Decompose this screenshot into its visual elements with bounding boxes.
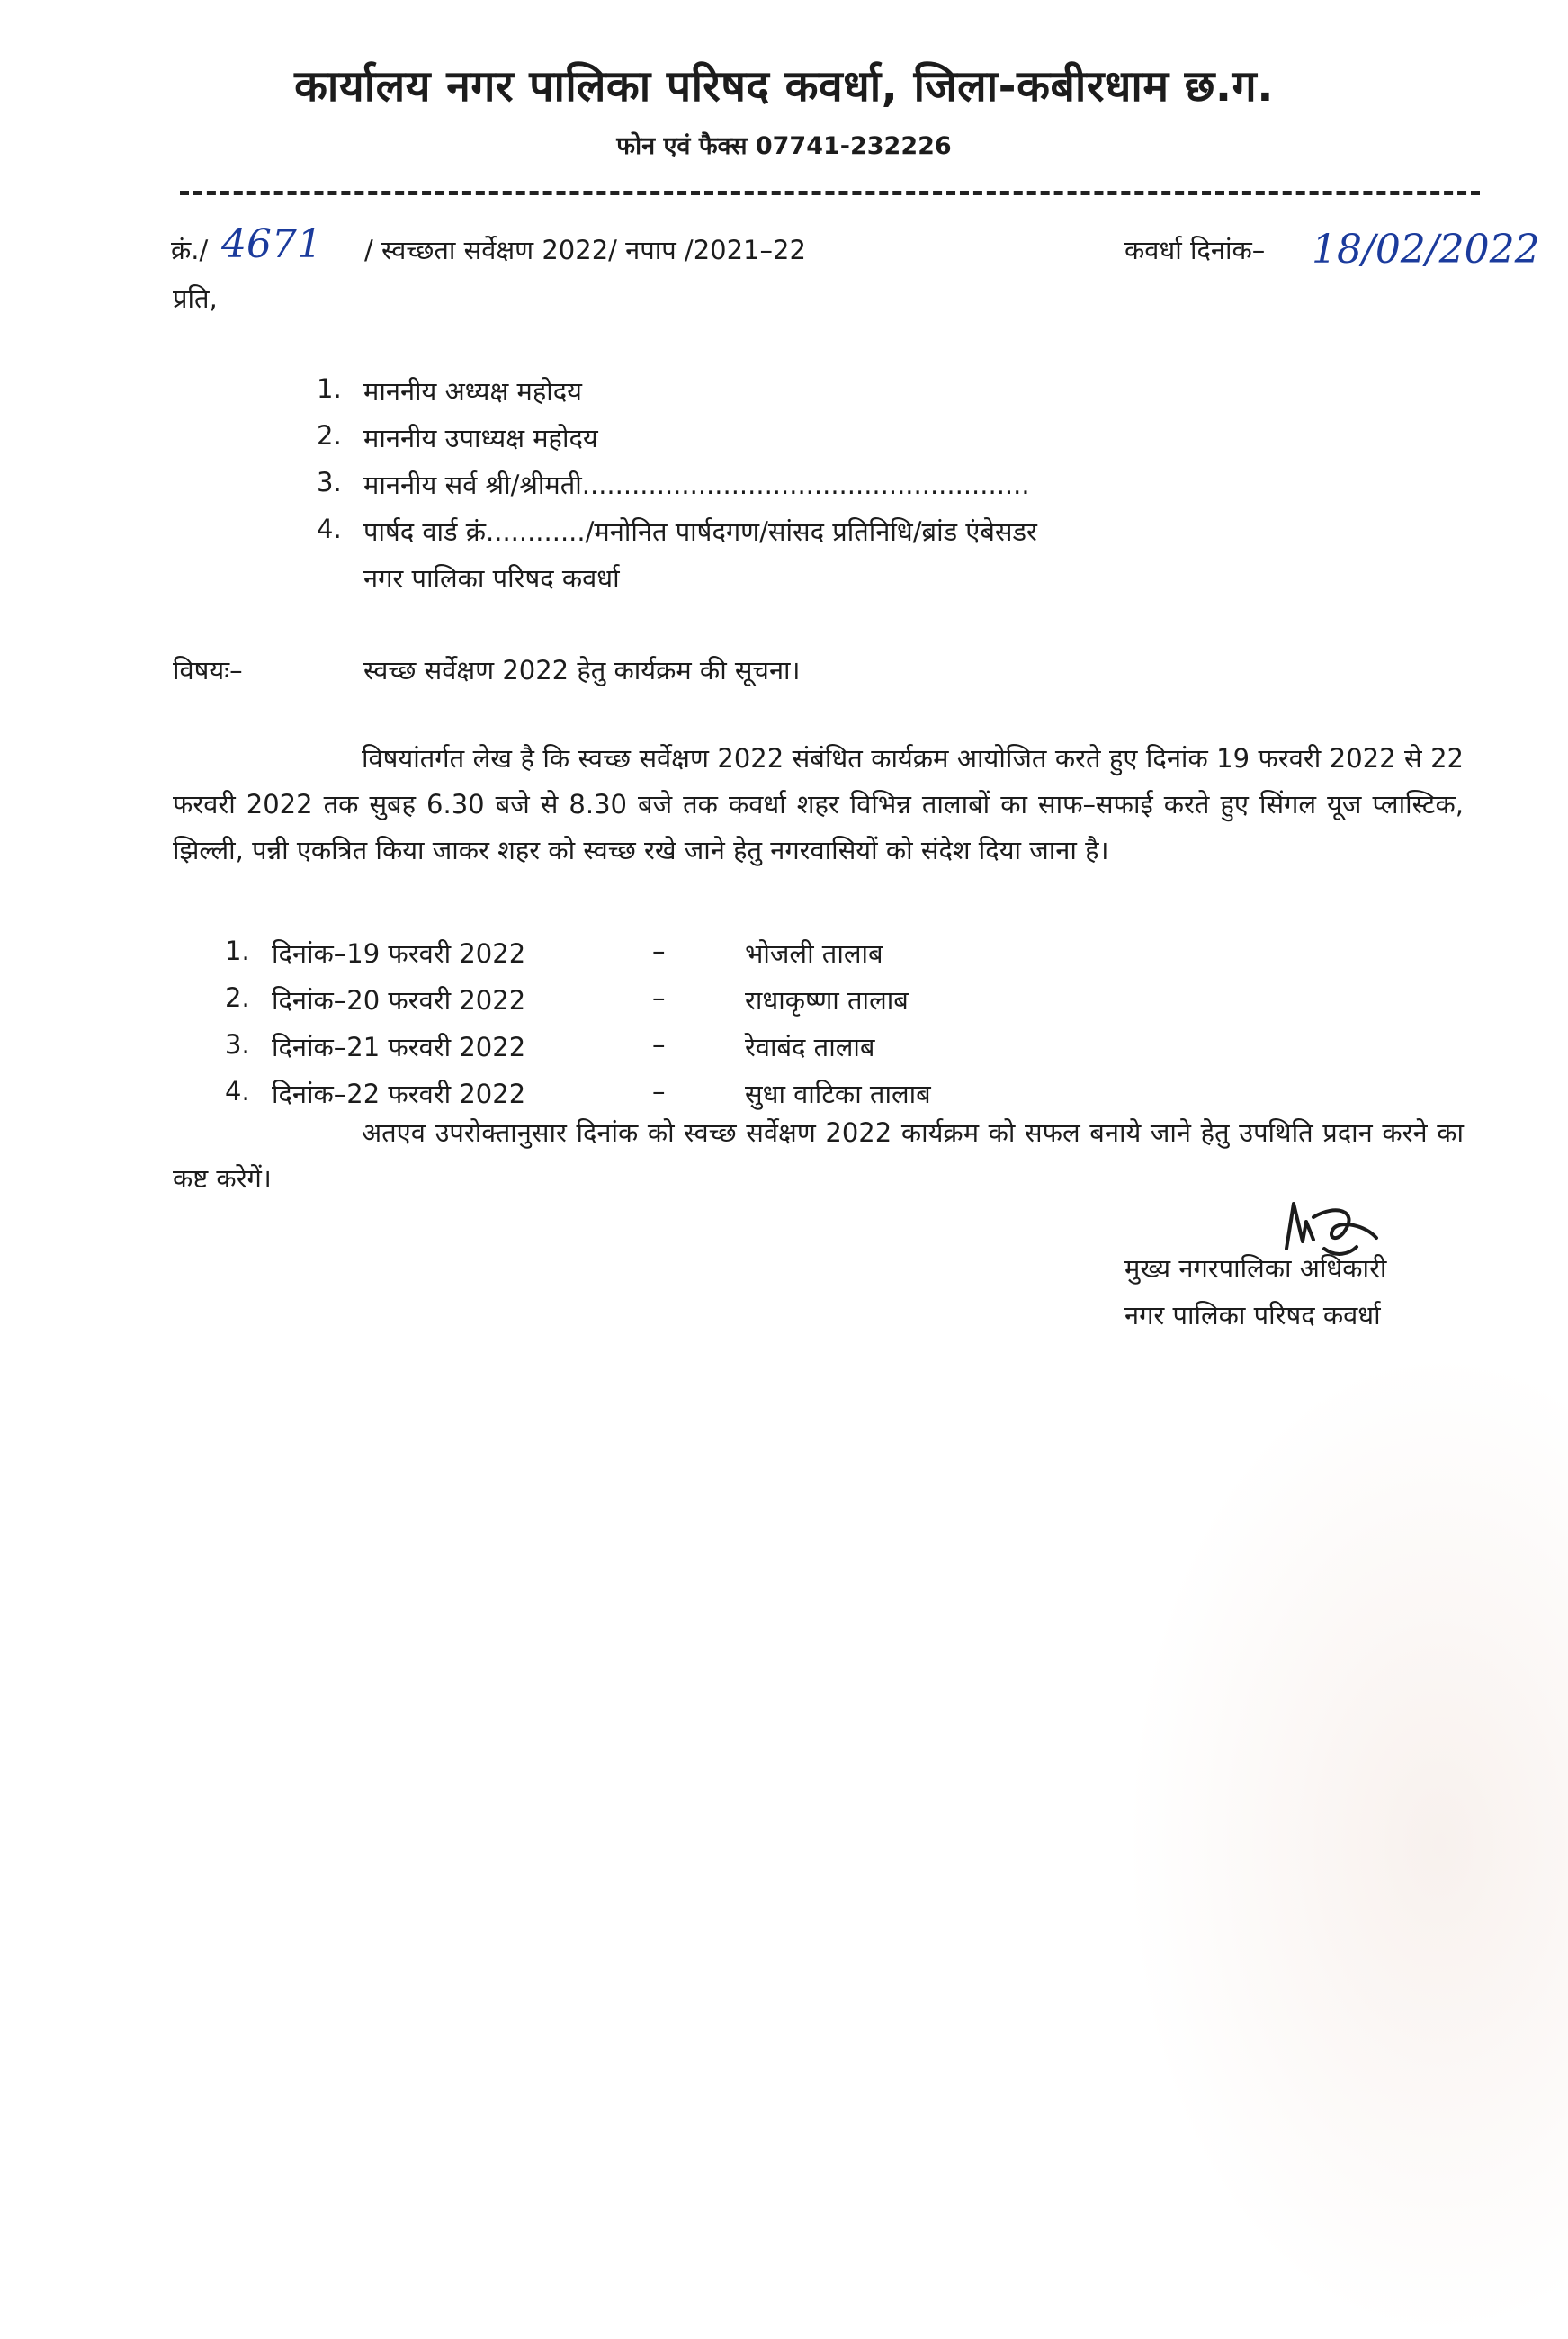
schedule-dash: – (652, 1029, 666, 1060)
recipient-number: 4. (317, 514, 342, 544)
signatory-designation: मुख्य नगरपालिका अधिकारी (1124, 1253, 1387, 1284)
letterhead-contact: फोन एवं फैक्स 07741-232226 (616, 132, 952, 160)
subject-label: विषयः– (173, 655, 243, 686)
schedule-dash: – (652, 1076, 666, 1107)
reference-suffix: / स्वच्छता सर्वेक्षण 2022/ नपाप /2021–22 (364, 235, 806, 265)
schedule-date: दिनांक–21 फरवरी 2022 (272, 1032, 526, 1062)
schedule-place: राधाकृष्णा तालाब (745, 985, 909, 1016)
letterhead-title: कार्यालय नगर पालिका परिषद कवर्धा, जिला-कबीरधाम छ.ग. (294, 61, 1274, 112)
schedule-place: भोजली तालाब (745, 938, 883, 969)
schedule-number: 2. (225, 982, 250, 1013)
recipient-text: माननीय अध्यक्ष महोदय (363, 376, 582, 407)
date-handwritten: 18/02/2022 (1312, 227, 1540, 273)
signatory-office: नगर पालिका परिषद कवर्धा (1124, 1300, 1381, 1331)
reference-number-handwritten: 4671 (221, 221, 322, 267)
schedule-dash: – (652, 936, 666, 966)
schedule-dash: – (652, 982, 666, 1013)
reference-prefix: क्रं./ (171, 235, 209, 265)
date-label: कवर्धा दिनांक– (1124, 235, 1266, 265)
recipient-number: 2. (317, 420, 342, 451)
schedule-place: रेवाबंद तालाब (745, 1032, 875, 1062)
to-label: प्रति, (173, 283, 218, 314)
body-paragraph-text: विषयांतर्गत लेख है कि स्वच्छ सर्वेक्षण 2022 संबंधित कार्यक्रम आयोजित करते हुए दिनांक 19 फरवरी 2022 से 22 फरवरी 2022 तक सुबह 6.30 बजे से 8.30 बजे तक कवर्धा शहर विभिन्न तालाबों का साफ–सफाई करते हुए सिंगल यूज प्लास्टिक, झिल्ली, पन्नी एकत्रित किया जाकर शहर को स्वच्छ रखे जाने हेतु नगरवासियों को संदेश दिया जाना है। (173, 743, 1464, 865)
dashed-divider (180, 191, 1480, 195)
schedule-date: दिनांक–19 फरवरी 2022 (272, 938, 526, 969)
schedule-number: 4. (225, 1076, 250, 1107)
schedule-number: 1. (225, 936, 250, 966)
subject-text: स्वच्छ सर्वेक्षण 2022 हेतु कार्यक्रम की सूचना। (363, 655, 801, 686)
schedule-number: 3. (225, 1029, 250, 1060)
body-paragraph (173, 736, 1464, 874)
recipient-text: माननीय उपाध्यक्ष महोदय (363, 423, 598, 453)
recipient-number: 3. (317, 467, 342, 497)
schedule-date: दिनांक–20 फरवरी 2022 (272, 985, 526, 1016)
schedule-date: दिनांक–22 फरवरी 2022 (272, 1079, 526, 1109)
closing-paragraph-text: अतएव उपरोक्तानुसार दिनांक को स्वच्छ सर्वेक्षण 2022 कार्यक्रम को सफल बनाये जाने हेतु उपथिति प्रदान करने का कष्ट करेगें। (173, 1117, 1464, 1194)
recipient-number: 1. (317, 373, 342, 404)
recipient-text: पार्षद वार्ड क्रं............/मनोनित पार्षदगण/सांसद प्रतिनिधि/ब्रांड एंबेसडर (363, 516, 1037, 547)
recipient-text: माननीय सर्व श्री/श्रीमती...................................................... (363, 470, 1030, 500)
schedule-place: सुधा वाटिका तालाब (745, 1079, 931, 1109)
recipients-organization: नगर पालिका परिषद कवर्धा (363, 563, 620, 594)
paper-stain (1124, 1349, 1568, 2339)
